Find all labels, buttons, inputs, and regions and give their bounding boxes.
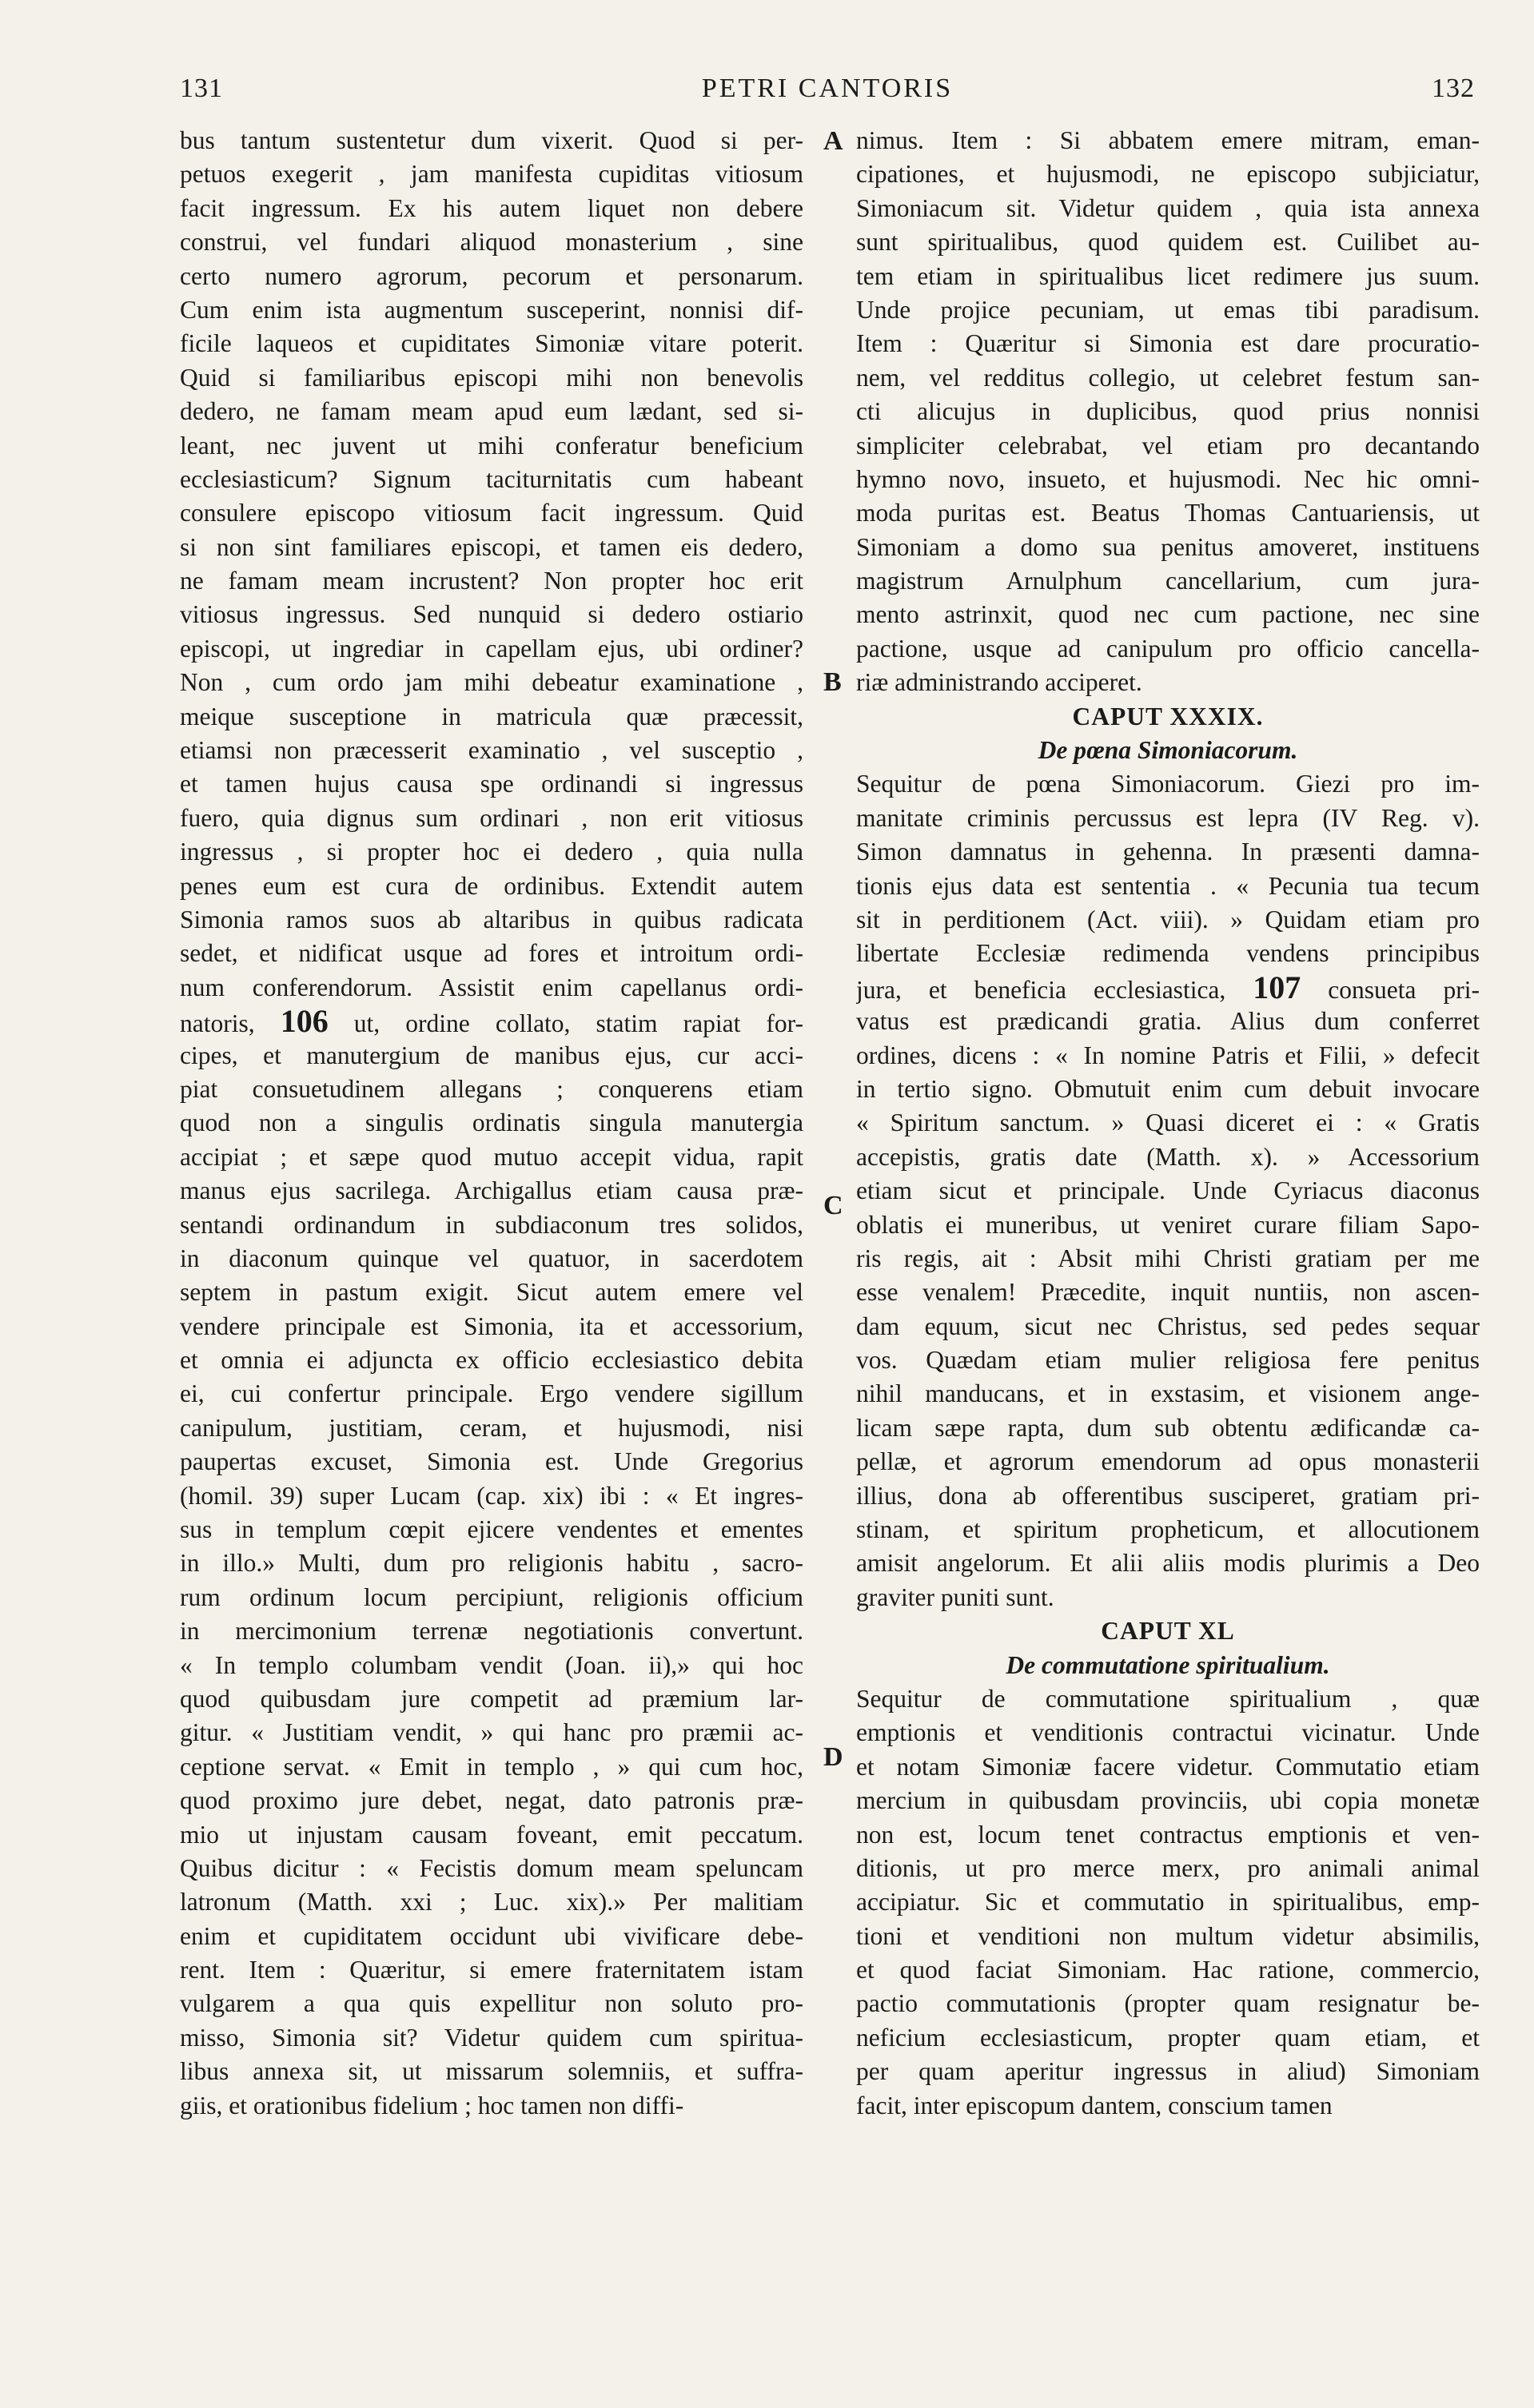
- chapter-40-title: CAPUT XL: [1101, 1617, 1235, 1646]
- text-line: in illo.» Multi, dum pro religionis habitu , sacro-: [180, 1549, 803, 1578]
- text-line: vos. Quædam etiam mulier religiosa fere penitus: [856, 1346, 1480, 1375]
- text-line: bus tantum sustentetur dum vixerit. Quod si per-: [180, 126, 803, 154]
- text-line: ecclesiasticum? Signum taciturnitatis cum habeant: [180, 464, 803, 493]
- text-line: canipulum, justitiam, ceram, et hujusmodi, nisi: [180, 1413, 803, 1442]
- text-line: moda puritas est. Beatus Thomas Cantuariensis, ut: [856, 499, 1480, 527]
- text-line: magistrum Arnulphum cancellarium, cum jura-: [856, 567, 1480, 595]
- text-line: non est, locum tenet contractus emptionis et ven-: [856, 1820, 1480, 1849]
- text-line: licam sæpe rapta, dum sub obtentu ædificandæ ca-: [856, 1413, 1480, 1442]
- text-line: quod proximo jure debet, negat, dato patronis præ-: [180, 1786, 803, 1815]
- text-line: Simonia ramos suos ab altaribus in quibus radicata: [180, 905, 803, 933]
- text-line: accipiat ; et sæpe quod mutuo accepit vidua, rapit: [180, 1142, 803, 1171]
- text-line: per quam aperitur ingressus in aliud) Simoniam: [856, 2057, 1480, 2086]
- text-line: vatus est prædicandi gratia. Alius dum conferret: [856, 1007, 1480, 1036]
- text-line: illius, dona ab offerentibus susciperet, gratiam pri-: [856, 1481, 1480, 1510]
- text-line: libertate Ecclesiæ redimenda vendens principibus: [856, 939, 1480, 968]
- text-line: Unde projice pecuniam, ut emas tibi paradisum.: [856, 295, 1480, 324]
- text-line: ordines, dicens : « In nomine Patris et Filii, » defecit: [856, 1041, 1480, 1069]
- text-line: fuero, quia dignus sum ordinari , non erit vitiosus: [180, 803, 803, 832]
- page-number-left: 131: [180, 74, 223, 103]
- text-line: cipes, et manutergium de manibus ejus, cur acci-: [180, 1041, 803, 1069]
- text-line: sit in perditionem (Act. viii). » Quidam etiam pro: [856, 905, 1480, 933]
- text-line: oblatis ei muneribus, ut veniret curare filiam Sapo-: [856, 1210, 1480, 1239]
- text-line: et quod faciat Simoniam. Hac ratione, commercio,: [856, 1956, 1480, 1984]
- text-line: Item : Quæritur si Simonia est dare procuratio-: [856, 329, 1480, 358]
- text-line: episcopi, ut ingrediar in capellam ejus, ubi ordiner?: [180, 634, 803, 663]
- text-line: amisit angelorum. Et alii aliis modis plurimis a Deo: [856, 1549, 1480, 1578]
- margin-letter-c: C: [823, 1191, 843, 1220]
- text-line: enim et cupiditatem occidunt ubi vivificare debe-: [180, 1921, 803, 1950]
- text-line: accepistis, gratis date (Matth. x). » Accessorium: [856, 1142, 1480, 1171]
- text-line: et notam Simoniæ facere videtur. Commutatio etiam: [856, 1752, 1480, 1781]
- text-line: si non sint familiares episcopi, et tamen eis dedero,: [180, 532, 803, 561]
- text-line: Quid si familiaribus episcopi mihi non benevolis: [180, 363, 803, 392]
- text-line: nem, vel redditus collegio, ut celebret festum san-: [856, 363, 1480, 392]
- text-line: vulgarem a qua quis expellitur non soluto pro-: [180, 1989, 803, 2018]
- text-line: « Spiritum sanctum. » Quasi diceret ei : « Gratis: [856, 1108, 1480, 1137]
- running-title: PETRI CANTORIS: [701, 74, 954, 103]
- text-line: vendere principale est Simonia, ita et accessorium,: [180, 1311, 803, 1340]
- chapter-39-body: [856, 767, 1480, 1614]
- text-line: sentandi ordinandum in subdiaconum tres solidos,: [180, 1210, 803, 1239]
- text-line: latronum (Matth. xxi ; Luc. xix).» Per malitiam: [180, 1888, 803, 1916]
- text-line: manitate criminis percussus est lepra (IV Reg. v).: [856, 803, 1480, 832]
- text-line: Quibus dicitur : « Fecistis domum meam speluncam: [180, 1853, 803, 1882]
- text-line: sunt spiritualibus, quod quidem est. Cuilibet au-: [856, 228, 1480, 257]
- text-line: piat consuetudinem allegans ; conquerens etiam: [180, 1074, 803, 1103]
- text-line: stinam, et spiritum propheticum, et allocutionem: [856, 1515, 1480, 1544]
- text-line: in tertio signo. Obmutuit enim cum debuit invocare: [856, 1074, 1480, 1103]
- text-line: certo numero agrorum, pecorum et personarum.: [180, 261, 803, 290]
- text-line: dam equum, sicut nec Christus, sed pedes sequar: [856, 1311, 1480, 1340]
- text-line: misso, Simonia sit? Videtur quidem cum spiritua-: [180, 2023, 803, 2052]
- text-line: cti alicujus in duplicibus, quod prius nonnisi: [856, 397, 1480, 426]
- chapter-39-title: CAPUT XXXIX.: [1072, 702, 1264, 730]
- text-line: nimus. Item : Si abbatem emere mitram, eman-: [856, 126, 1480, 154]
- text-line: ficile laqueos et cupiditates Simoniæ vitare poterit.: [180, 329, 803, 358]
- text-line: meique susceptione in matricula quæ præcessit,: [180, 702, 803, 730]
- text-line: graviter puniti sunt.: [856, 1582, 1054, 1611]
- text-line: et tamen hujus causa spe ordinandi si ingressus: [180, 770, 803, 798]
- text-line: et omnia ei adjuncta ex officio ecclesiastico debita: [180, 1346, 803, 1375]
- text-line: pactione, usque ad canipulum pro officio cancella-: [856, 634, 1480, 663]
- text-line: (homil. 39) super Lucam (cap. xix) ibi : « Et ingres-: [180, 1481, 803, 1510]
- text-line: ris regis, ait : Absit mihi Christi gratiam per me: [856, 1244, 1480, 1272]
- text-line: num conferendorum. Assistit enim capellanus ordi-: [180, 973, 803, 1001]
- text-line: hymno novo, insueto, et hujusmodi. Nec hic omni-: [856, 464, 1480, 493]
- chapter-40-body: [856, 1682, 1480, 2123]
- text-line: vitiosus ingressus. Sed nunquid si dedero ostiario: [180, 600, 803, 629]
- right-column-continuation: [856, 124, 1480, 700]
- text-line: septem in pastum exigit. Sicut autem emere vel: [180, 1278, 803, 1307]
- text-line: rum ordinum locum percipiunt, religionis officium: [180, 1582, 803, 1611]
- text-line: petuos exegerit , jam manifesta cupiditas vitiosum: [180, 160, 803, 189]
- text-line: natoris, 106 ut, ordine collato, statim rapiat for-: [180, 1005, 803, 1039]
- text-line: Simoniacum sit. Videtur quidem , quia ista annexa: [856, 193, 1480, 222]
- text-line: quod non a singulis ordinatis singula manutergia: [180, 1108, 803, 1137]
- text-line: emptionis et venditionis contractui vicinatur. Unde: [856, 1718, 1480, 1747]
- text-line: ceptione servat. « Emit in templo , » qui cum hoc,: [180, 1752, 803, 1781]
- left-column: [180, 124, 803, 2123]
- text-line: leant, nec juvent ut mihi conferatur beneficium: [180, 431, 803, 460]
- page-number-right: 132: [1432, 74, 1475, 103]
- text-line: riæ administrando acciperet.: [856, 668, 1142, 697]
- text-line: penes eum est cura de ordinibus. Extendit autem: [180, 871, 803, 900]
- text-line: esse venalem! Præcedite, inquit nuntiis, non ascen-: [856, 1278, 1480, 1307]
- text-line: sus in templum cœpit ejicere vendentes et ementes: [180, 1515, 803, 1544]
- text-line: Cum enim ista augmentum susceperint, nonnisi dif-: [180, 295, 803, 324]
- text-line: sedet, et nidificat usque ad fores et introitum ordi-: [180, 939, 803, 968]
- text-line: mento astrinxit, quod nec cum pactione, nec sine: [856, 600, 1480, 629]
- text-line: nihil manducans, et in exstasim, et visionem ange-: [856, 1379, 1480, 1408]
- text-line: pactio commutationis (propter quam resignatur be-: [856, 1989, 1480, 2018]
- text-line: dedero, ne famam meam apud eum lædant, sed si-: [180, 397, 803, 426]
- text-line: pellæ, et agrorum emendorum ad opus monasterii: [856, 1447, 1480, 1476]
- text-line: consulere episcopo vitiosum facit ingressum. Quid: [180, 499, 803, 527]
- text-line: ei, cui confertur principale. Ergo vendere sigillum: [180, 1379, 803, 1408]
- text-line: ingressus , si propter hoc ei dedero , quia nulla: [180, 838, 803, 866]
- text-line: libus annexa sit, ut missarum solemniis, et suffra-: [180, 2057, 803, 2086]
- text-line: facit ingressum. Ex his autem liquet non debere: [180, 193, 803, 222]
- text-line: simpliciter celebrabat, vel etiam pro decantando: [856, 431, 1480, 460]
- folio-marker: 107: [1253, 970, 1301, 1005]
- text-line: gitur. « Justitiam vendit, » qui hanc pro præmii ac-: [180, 1718, 803, 1747]
- text-line: quod quibusdam jure competit ad præmium lar-: [180, 1684, 803, 1713]
- text-line: ditionis, ut pro merce merx, pro animali animal: [856, 1853, 1480, 1882]
- text-line: tem etiam in spiritualibus licet redimere jus suum.: [856, 261, 1480, 290]
- text-line: in mercimonium terrenæ negotiationis convertunt.: [180, 1617, 803, 1646]
- text-line: in diaconum quinque vel quatuor, in sacerdotem: [180, 1244, 803, 1272]
- text-line: Sequitur de commutatione spiritualium , quæ: [856, 1684, 1480, 1713]
- text-line: paupertas excuset, Simonia est. Unde Gregorius: [180, 1447, 803, 1476]
- text-line: ne famam meam incrustent? Non propter hoc erit: [180, 567, 803, 595]
- text-line: etiam sicut et principale. Unde Cyriacus diaconus: [856, 1176, 1480, 1205]
- text-line: mercium in quibusdam provinciis, ubi copia monetæ: [856, 1786, 1480, 1815]
- text-line: Simoniam a domo sua penitus amoveret, instituens: [856, 532, 1480, 561]
- folio-marker: 106: [280, 1005, 329, 1039]
- text-line: Non , cum ordo jam mihi debeatur examinatione ,: [180, 668, 803, 697]
- running-header: [180, 74, 1475, 121]
- text-line: Sequitur de pœna Simoniacorum. Giezi pro im-: [856, 770, 1480, 798]
- text-line: etiamsi non præcesserit examinatio , vel susceptio ,: [180, 736, 803, 765]
- chapter-40-subtitle: De commutatione spiritualium.: [1006, 1650, 1330, 1679]
- text-line: tioni et venditioni non multum videtur absimilis,: [856, 1921, 1480, 1950]
- margin-letter-a: A: [823, 126, 843, 156]
- text-line: accipiatur. Sic et commutatio in spiritualibus, emp-: [856, 1888, 1480, 1916]
- text-line: rent. Item : Quæritur, si emere fraternitatem istam: [180, 1956, 803, 1984]
- text-line: giis, et orationibus fidelium ; hoc tamen non diffi-: [180, 2091, 684, 2119]
- text-line: construi, vel fundari aliquod monasterium , sine: [180, 228, 803, 257]
- text-line: Simon damnatus in gehenna. In præsenti damna-: [856, 838, 1480, 866]
- text-line: mio ut injustam causam foveant, emit peccatum.: [180, 1820, 803, 1849]
- text-line: « In templo columbam vendit (Joan. ii),» qui hoc: [180, 1650, 803, 1679]
- text-line: cipationes, et hujusmodi, ne episcopo subjiciatur,: [856, 160, 1480, 189]
- text-line: neficium ecclesiasticum, propter quam etiam, et: [856, 2023, 1480, 2052]
- text-line: tionis ejus data est sententia . « Pecunia tua tecum: [856, 871, 1480, 900]
- margin-letter-d: D: [823, 1742, 843, 1772]
- text-line: facit, inter episcopum dantem, conscium tamen: [856, 2091, 1333, 2119]
- margin-letter-b: B: [823, 667, 842, 697]
- chapter-39-subtitle: De pœna Simoniacorum.: [1038, 736, 1298, 765]
- text-line: manus ejus sacrilega. Archigallus etiam causa præ-: [180, 1176, 803, 1205]
- text-line: jura, et beneficia ecclesiastica, 107 consueta pri-: [856, 970, 1480, 1005]
- right-column: [856, 124, 1480, 2123]
